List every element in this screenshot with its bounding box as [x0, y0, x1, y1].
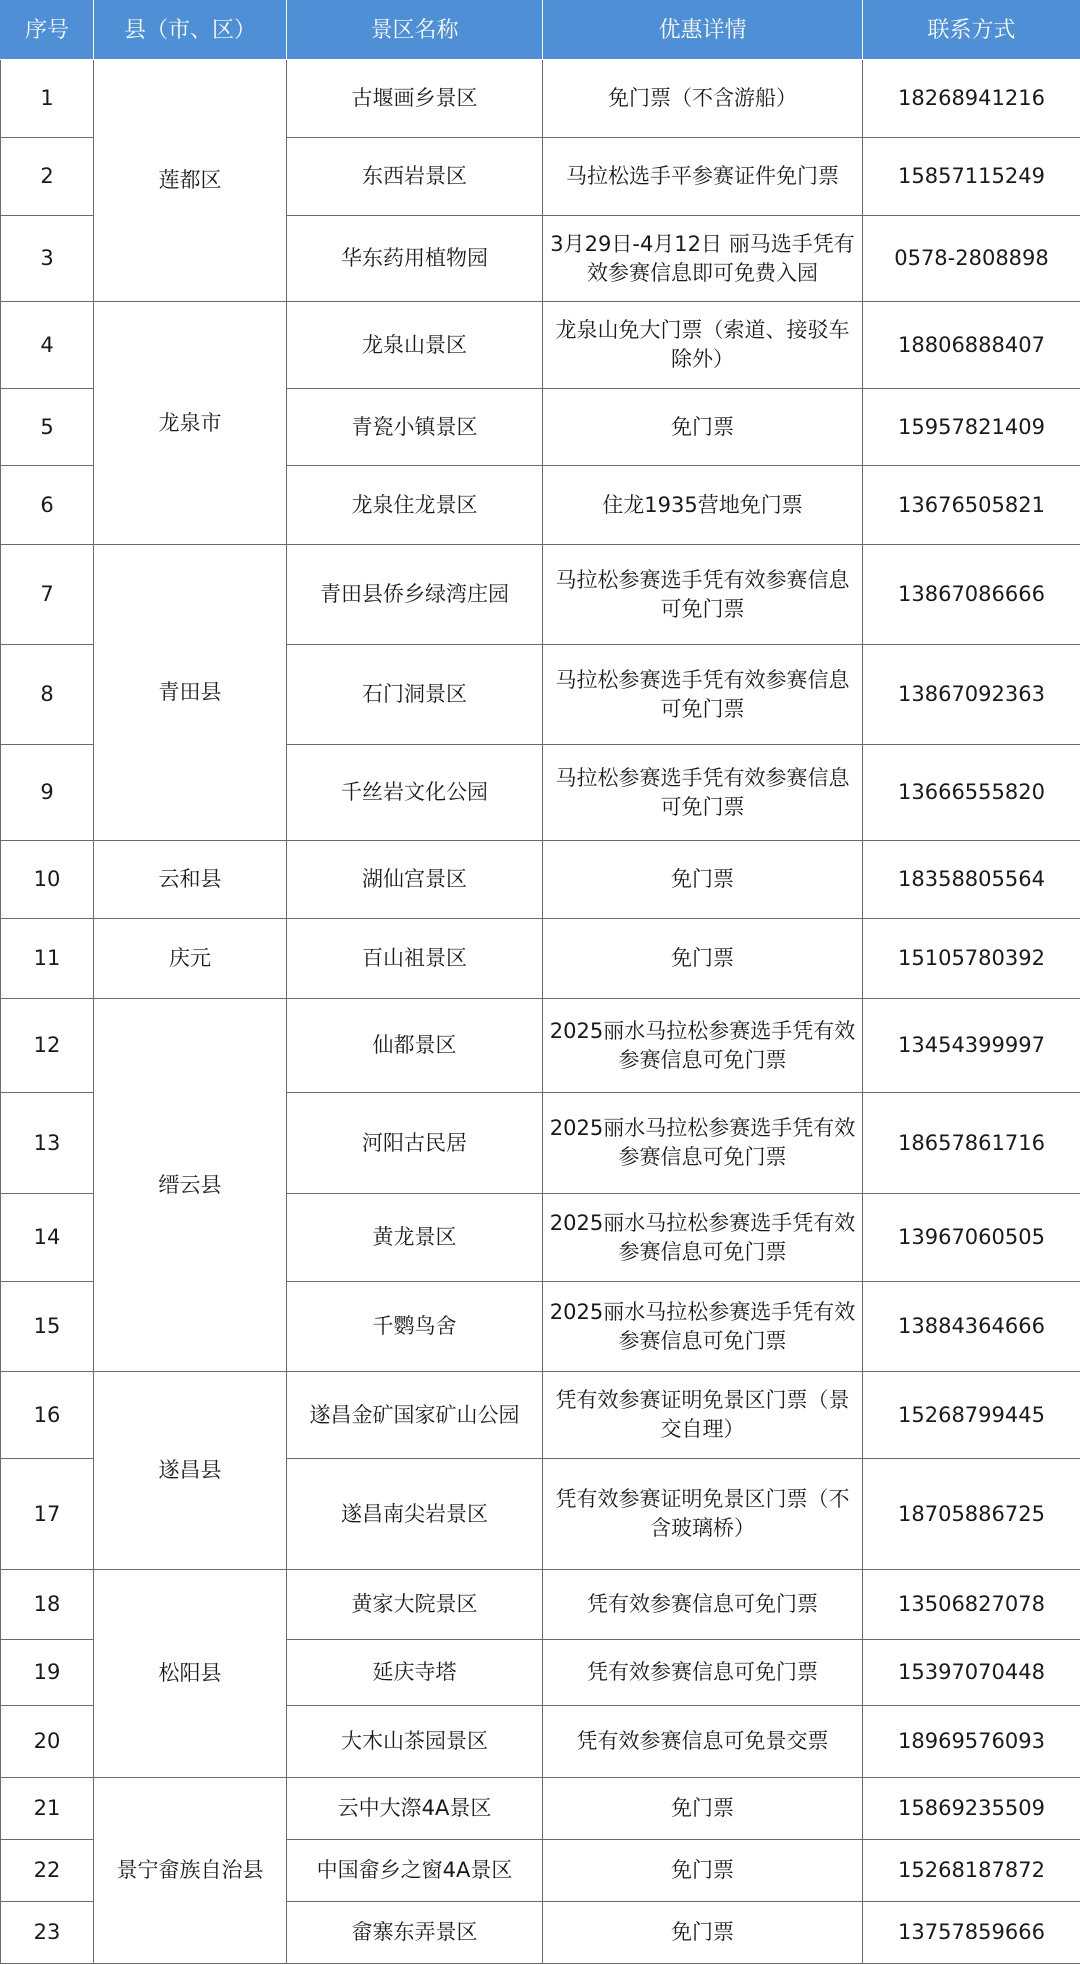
contact-phone: 15869235509: [863, 1778, 1080, 1840]
contact-phone: 15268187872: [863, 1840, 1080, 1902]
contact-phone: 18705886725: [863, 1459, 1080, 1570]
row-number: 22: [1, 1840, 94, 1902]
row-number: 18: [1, 1570, 94, 1640]
row-number: 20: [1, 1706, 94, 1778]
header-no: 序号: [1, 1, 94, 60]
table-row: [1, 1372, 1080, 1459]
contact-phone: 13676505821: [863, 466, 1080, 545]
county-cell: 松阳县: [94, 1570, 287, 1778]
row-number: 6: [1, 466, 94, 545]
table-row: [1, 302, 1080, 389]
scenic-name: 东西岩景区: [287, 138, 543, 216]
county-cell: 缙云县: [94, 999, 287, 1372]
row-number: 3: [1, 216, 94, 302]
row-number: 5: [1, 389, 94, 466]
scenic-name: 畲寨东弄景区: [287, 1902, 543, 1964]
county-cell: 云和县: [94, 841, 287, 919]
discount-detail: 免门票（不含游船）: [543, 60, 863, 138]
table-row: [1, 1778, 1080, 1840]
contact-phone: 18969576093: [863, 1706, 1080, 1778]
discount-detail: 马拉松选手平参赛证件免门票: [543, 138, 863, 216]
row-number: 8: [1, 645, 94, 745]
scenic-name: 龙泉住龙景区: [287, 466, 543, 545]
discount-detail: 马拉松参赛选手凭有效参赛信息可免门票: [543, 645, 863, 745]
discount-detail: 免门票: [543, 919, 863, 999]
discount-detail: 龙泉山免大门票（索道、接驳车除外）: [543, 302, 863, 389]
county-cell: 龙泉市: [94, 302, 287, 545]
discount-detail: 3月29日-4月12日 丽马选手凭有效参赛信息即可免费入园: [543, 216, 863, 302]
row-number: 14: [1, 1194, 94, 1282]
contact-phone: 18268941216: [863, 60, 1080, 138]
scenic-name: 华东药用植物园: [287, 216, 543, 302]
row-number: 16: [1, 1372, 94, 1459]
contact-phone: 13757859666: [863, 1902, 1080, 1964]
row-number: 4: [1, 302, 94, 389]
scenic-name: 遂昌南尖岩景区: [287, 1459, 543, 1570]
row-number: 7: [1, 545, 94, 645]
scenic-name: 云中大漈4A景区: [287, 1778, 543, 1840]
header-detail: 优惠详情: [543, 1, 863, 60]
discount-detail: 2025丽水马拉松参赛选手凭有效参赛信息可免门票: [543, 1194, 863, 1282]
scenic-name: 中国畲乡之窗4A景区: [287, 1840, 543, 1902]
table-row: [1, 545, 1080, 645]
contact-phone: 15957821409: [863, 389, 1080, 466]
scenic-name: 千鹦鸟舍: [287, 1282, 543, 1372]
row-number: 19: [1, 1640, 94, 1706]
discount-detail: 免门票: [543, 1778, 863, 1840]
table-row: [1, 1570, 1080, 1640]
county-cell: 莲都区: [94, 60, 287, 302]
county-cell: 遂昌县: [94, 1372, 287, 1570]
table-row: [1, 60, 1080, 138]
table-header: [1, 1, 1080, 60]
scenic-name: 古堰画乡景区: [287, 60, 543, 138]
contact-phone: 15105780392: [863, 919, 1080, 999]
header-contact: 联系方式: [863, 1, 1080, 60]
contact-phone: 13867092363: [863, 645, 1080, 745]
discount-detail: 凭有效参赛证明免景区门票（景交自理）: [543, 1372, 863, 1459]
contact-phone: 13867086666: [863, 545, 1080, 645]
scenic-name: 青田县侨乡绿湾庄园: [287, 545, 543, 645]
row-number: 17: [1, 1459, 94, 1570]
contact-phone: 13506827078: [863, 1570, 1080, 1640]
scenic-name: 百山祖景区: [287, 919, 543, 999]
scenic-name: 湖仙宫景区: [287, 841, 543, 919]
discount-detail: 免门票: [543, 841, 863, 919]
discount-detail: 凭有效参赛信息可免景交票: [543, 1706, 863, 1778]
table-row: [1, 841, 1080, 919]
discount-detail: 免门票: [543, 389, 863, 466]
discount-detail: 凭有效参赛信息可免门票: [543, 1640, 863, 1706]
discount-detail: 免门票: [543, 1840, 863, 1902]
contact-phone: 13967060505: [863, 1194, 1080, 1282]
county-cell: 青田县: [94, 545, 287, 841]
contact-phone: 0578-2808898: [863, 216, 1080, 302]
table-body: [1, 60, 1080, 1964]
contact-phone: 15857115249: [863, 138, 1080, 216]
row-number: 15: [1, 1282, 94, 1372]
row-number: 12: [1, 999, 94, 1093]
scenic-name: 遂昌金矿国家矿山公园: [287, 1372, 543, 1459]
contact-phone: 13666555820: [863, 745, 1080, 841]
discount-detail: 凭有效参赛证明免景区门票（不含玻璃桥）: [543, 1459, 863, 1570]
header-row: [1, 1, 1080, 60]
header-county: 县（市、区）: [94, 1, 287, 60]
scenic-name: 千丝岩文化公园: [287, 745, 543, 841]
contact-phone: 18657861716: [863, 1093, 1080, 1194]
scenic-name: 延庆寺塔: [287, 1640, 543, 1706]
discount-detail: 马拉松参赛选手凭有效参赛信息可免门票: [543, 545, 863, 645]
contact-phone: 13884364666: [863, 1282, 1080, 1372]
row-number: 13: [1, 1093, 94, 1194]
scenic-name: 大木山茶园景区: [287, 1706, 543, 1778]
contact-phone: 13454399997: [863, 999, 1080, 1093]
contact-phone: 18806888407: [863, 302, 1080, 389]
discount-detail: 马拉松参赛选手凭有效参赛信息可免门票: [543, 745, 863, 841]
county-cell: 庆元: [94, 919, 287, 999]
discount-detail: 2025丽水马拉松参赛选手凭有效参赛信息可免门票: [543, 1282, 863, 1372]
scenic-name: 石门洞景区: [287, 645, 543, 745]
row-number: 2: [1, 138, 94, 216]
scenic-name: 黄家大院景区: [287, 1570, 543, 1640]
discount-detail: 2025丽水马拉松参赛选手凭有效参赛信息可免门票: [543, 1093, 863, 1194]
row-number: 10: [1, 841, 94, 919]
table-row: [1, 919, 1080, 999]
header-scenic: 景区名称: [287, 1, 543, 60]
scenic-name: 龙泉山景区: [287, 302, 543, 389]
table-row: [1, 999, 1080, 1093]
row-number: 1: [1, 60, 94, 138]
row-number: 21: [1, 1778, 94, 1840]
row-number: 23: [1, 1902, 94, 1964]
discount-detail: 免门票: [543, 1902, 863, 1964]
contact-phone: 18358805564: [863, 841, 1080, 919]
discount-detail: 2025丽水马拉松参赛选手凭有效参赛信息可免门票: [543, 999, 863, 1093]
discount-detail: 住龙1935营地免门票: [543, 466, 863, 545]
scenic-name: 仙都景区: [287, 999, 543, 1093]
scenic-name: 河阳古民居: [287, 1093, 543, 1194]
contact-phone: 15268799445: [863, 1372, 1080, 1459]
discount-detail: 凭有效参赛信息可免门票: [543, 1570, 863, 1640]
scenic-name: 黄龙景区: [287, 1194, 543, 1282]
county-cell: 景宁畲族自治县: [94, 1778, 287, 1964]
contact-phone: 15397070448: [863, 1640, 1080, 1706]
row-number: 9: [1, 745, 94, 841]
row-number: 11: [1, 919, 94, 999]
scenic-name: 青瓷小镇景区: [287, 389, 543, 466]
